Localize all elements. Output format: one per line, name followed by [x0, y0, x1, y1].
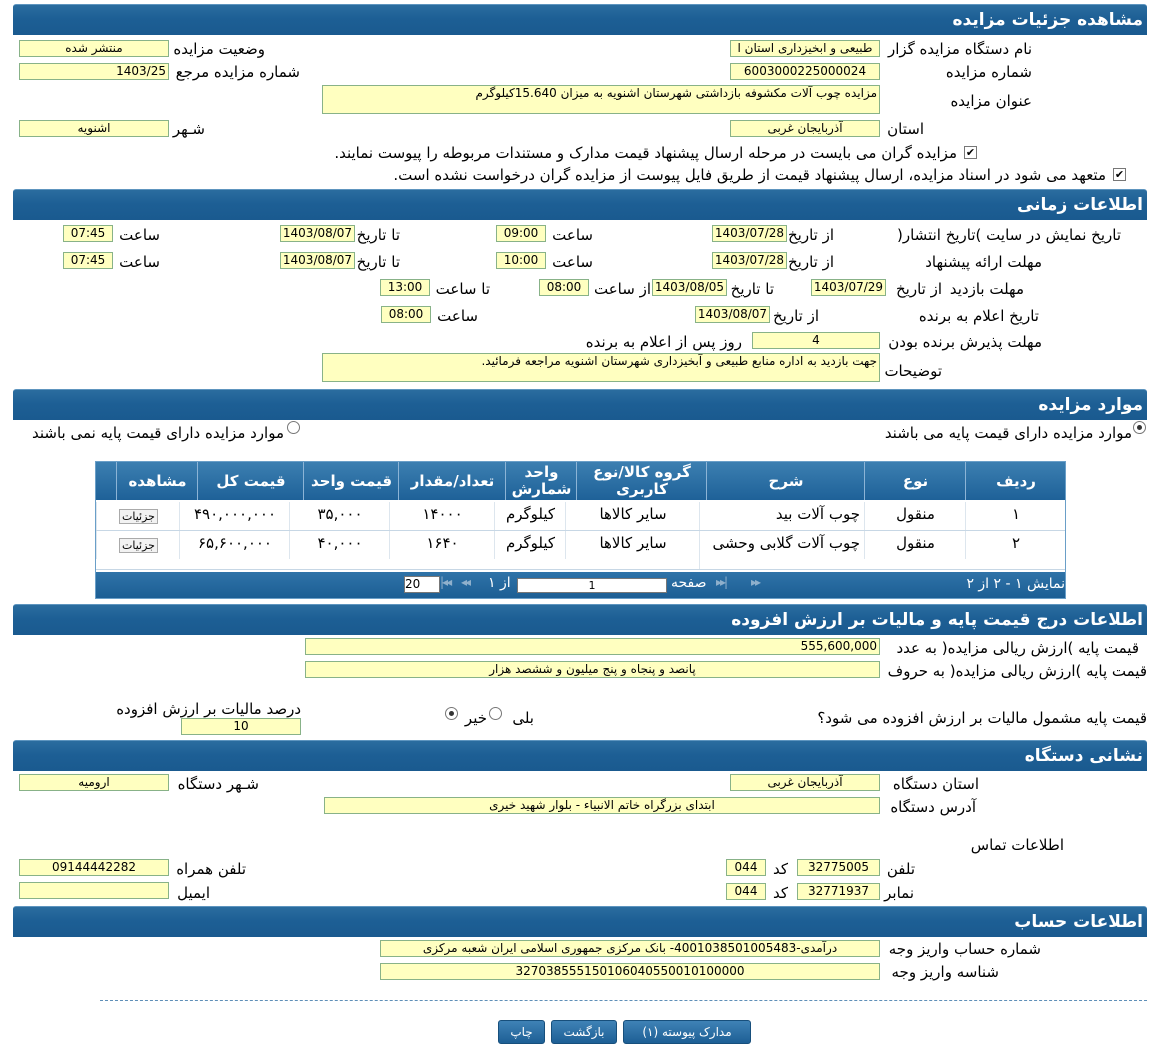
table-row — [96, 502, 1065, 531]
col-unit: واحد شمارش — [505, 462, 577, 500]
pager-prev-icon[interactable]: ◂◂ — [461, 575, 470, 589]
commit-checkbox: ✔ — [1114, 168, 1125, 181]
cell-group: سایر کالاها — [565, 502, 700, 530]
vat-yes-label: بلی — [512, 709, 534, 727]
email-label: ایمیل — [177, 884, 210, 902]
pager-page-label: صفحه — [671, 575, 707, 591]
to-date-label: تا تاریخ — [356, 226, 400, 244]
attachments-button[interactable]: مدارک پیوسته (۱) — [623, 1020, 751, 1044]
mobile-field: 09144442282 — [19, 859, 169, 876]
section-title: اطلاعات زمانی — [1016, 195, 1143, 215]
vat-no-radio[interactable] — [445, 707, 458, 720]
visit-deadline-label: مهلت بازدید — [949, 280, 1024, 298]
col-view: مشاهده — [116, 462, 198, 500]
section-header-price — [13, 604, 1147, 635]
status-label: وضعیت مزایده — [173, 40, 265, 58]
vat-percent-label: درصد مالیات بر ارزش افزوده — [116, 700, 301, 718]
section-header-account — [13, 906, 1147, 937]
print-button[interactable]: چاپ — [498, 1020, 545, 1044]
phone-label: تلفن — [886, 860, 915, 878]
pager-first-icon[interactable]: |◂◂ — [440, 575, 451, 589]
attachments-required-checkbox: ✔ — [965, 146, 976, 159]
cell-row: ۲ — [965, 531, 1066, 559]
subject-label: عنوان مزایده — [950, 92, 1032, 110]
pager-last-icon[interactable]: ▸▸| — [716, 575, 727, 589]
cell-unit-price: ۴۰,۰۰۰ — [289, 531, 390, 559]
payment-id-field: 327038555150106040550010100000 — [380, 963, 880, 980]
no-base-price-label: موارد مزایده دارای قیمت پایه نمی باشند — [32, 424, 284, 442]
cell-type: منقول — [864, 502, 966, 530]
contact-info-label: اطلاعات تماس — [970, 836, 1064, 854]
to-date-label: تا تاریخ — [730, 280, 774, 298]
section-header-details — [13, 4, 1147, 35]
col-qty: تعداد/مقدار — [398, 462, 506, 500]
check2-text: متعهد می شود در اسناد مزایده، ارسال پیشنهاد قیمت از طریق فایل پیوست از مزایده گران درخواست نشده است. — [393, 166, 1106, 184]
time-label: ساعت — [552, 253, 593, 271]
visit-to-time: 13:00 — [380, 279, 430, 296]
cell-qty: ۱۶۴۰ — [389, 531, 495, 559]
winner-accept-suffix: روز پس از اعلام به برنده — [585, 333, 742, 351]
visit-to-date: 1403/08/05 — [652, 279, 727, 296]
cell-unit: کیلوگرم — [494, 502, 566, 530]
base-price-words-field: پانصد و پنجاه و پنج میلیون و ششصد هزار — [305, 661, 880, 678]
from-time-label: از ساعت — [594, 280, 651, 298]
from-date-label: از تاریخ — [772, 307, 819, 325]
cell-row: ۱ — [965, 502, 1066, 530]
section-title: موارد مزایده — [1038, 395, 1143, 415]
section-header-time — [13, 189, 1147, 220]
time-label: ساعت — [119, 226, 160, 244]
mobile-label: تلفن همراه — [176, 860, 246, 878]
org-label: نام دستگاه مزایده گزار — [887, 40, 1032, 58]
table-row — [96, 531, 1065, 570]
number-field: 6003000225000024 — [730, 63, 880, 80]
details-button[interactable]: جزئیات — [119, 509, 158, 524]
to-time-label: تا ساعت — [435, 280, 490, 298]
section-title: اطلاعات درج قیمت پایه و مالیات بر ارزش افزوده — [731, 610, 1143, 630]
offer-from-time: 10:00 — [496, 252, 546, 269]
email-field — [19, 882, 169, 899]
ref-number-field: 1403/25 — [19, 63, 169, 80]
cell-unit: کیلوگرم — [494, 531, 566, 559]
announce-date: 1403/08/07 — [695, 306, 770, 323]
items-grid — [95, 461, 1066, 599]
cell-desc: چوب آلات بید — [699, 502, 864, 530]
base-price-number-label: قیمت پایه )ارزش ریالی مزایده( به عدد — [896, 639, 1139, 657]
section-header-address — [13, 740, 1147, 771]
status-field: منتشر شده — [19, 40, 169, 57]
no-base-price-radio[interactable] — [287, 421, 300, 434]
account-number-field: درآمدی-4001038501005483- بانک مرکزی جمهوری اسلامی ایران شعبه مرکزی — [380, 940, 880, 957]
has-base-price-label: موارد مزایده دارای قیمت پایه می باشند — [884, 424, 1132, 442]
col-group: گروه کالا/نوع کاربری — [576, 462, 707, 500]
offer-to-date: 1403/08/07 — [280, 252, 355, 269]
to-date-label: تا تاریخ — [356, 253, 400, 271]
payment-id-label: شناسه واریز وجه — [891, 963, 999, 981]
fax-field: 32771937 — [797, 883, 880, 900]
divider — [100, 1000, 1147, 1001]
pager-of-label: از ۱ — [488, 575, 511, 591]
province-label: استان — [887, 120, 924, 138]
section-header-items — [13, 389, 1147, 420]
notes-field: جهت بازدید به اداره منابع طبیعی و آبخیزداری شهرستان اشنویه مراجعه فرمائید. — [322, 353, 880, 382]
cell-total: ۶۵,۶۰۰,۰۰۰ — [179, 531, 290, 559]
time-label: ساعت — [119, 253, 160, 271]
cell-total: ۴۹۰,۰۰۰,۰۰۰ — [179, 502, 290, 530]
col-desc: شرح — [706, 462, 865, 500]
publish-from-time: 09:00 — [496, 225, 546, 242]
section-title: اطلاعات حساب — [1014, 912, 1143, 932]
phone-field: 32775005 — [797, 859, 880, 876]
cell-qty: ۱۴۰۰۰ — [389, 502, 495, 530]
winner-accept-label: مهلت پذیرش برنده بودن — [888, 333, 1042, 351]
cell-type: منقول — [864, 531, 966, 559]
pager-next-icon[interactable]: ▸▸ — [751, 575, 760, 589]
subject-field: مزایده چوب آلات مکشوفه بازداشتی شهرستان اشنویه به میزان 15.640کیلوگرم — [322, 85, 880, 114]
org-address-field: ابتدای بزرگراه خاتم الانبیاء - بلوار شهید خیری — [324, 797, 880, 814]
pager-size-select[interactable]: 20 — [404, 576, 440, 593]
publish-from-date: 1403/07/28 — [712, 225, 787, 242]
announce-time: 08:00 — [381, 306, 431, 323]
time-label: ساعت — [437, 307, 478, 325]
number-label: شماره مزایده — [945, 63, 1032, 81]
org-city-label: شـهر دستگاه — [177, 775, 259, 793]
col-row: ردیف — [965, 462, 1066, 500]
from-date-label: از تاریخ — [895, 280, 942, 298]
grid-header — [96, 462, 1065, 500]
check1-text: مزایده گران می بایست در مرحله ارسال پیشنهاد قیمت مدارک و مستندات مربوطه را پیوست نمایند. — [334, 144, 957, 162]
province-field: آذربایجان غربی — [730, 120, 880, 137]
org-province-label: استان دستگاه — [892, 775, 979, 793]
visit-from-time: 08:00 — [539, 279, 589, 296]
col-unit-price: قیمت واحد — [303, 462, 399, 500]
pager-showing: نمایش ۱ - ۲ از ۲ — [966, 576, 1065, 592]
section-title: نشانی دستگاه — [1024, 746, 1143, 766]
winner-announce-label: تاریخ اعلام به برنده — [918, 307, 1039, 325]
cell-view — [96, 531, 180, 559]
vat-percent-field: 10 — [181, 718, 301, 735]
col-total: قیمت کل — [197, 462, 304, 500]
pager-page-input[interactable]: 1 — [517, 578, 667, 593]
cell-unit-price: ۳۵,۰۰۰ — [289, 502, 390, 530]
base-price-number-field: 555,600,000 — [305, 638, 880, 655]
grid-pager — [96, 572, 1065, 598]
city-label: شـهر — [172, 120, 205, 138]
from-date-label: از تاریخ — [787, 226, 834, 244]
org-address-label: آدرس دستگاه — [890, 798, 976, 816]
fax-code-field: 044 — [726, 883, 766, 900]
cell-group: سایر کالاها — [565, 531, 700, 559]
time-label: ساعت — [552, 226, 593, 244]
has-base-price-radio[interactable] — [1133, 421, 1146, 434]
fax-label: نمابر — [884, 884, 914, 902]
org-field: طبیعی و ابخیزداری استان ا — [730, 40, 880, 57]
ref-number-label: شماره مزایده مرجع — [175, 63, 300, 81]
cell-view — [96, 502, 180, 530]
vat-no-label: خیر — [464, 709, 487, 727]
account-number-label: شماره حساب واریز وجه — [888, 940, 1041, 958]
vat-question: قیمت پایه مشمول مالیات بر ارزش افزوده می شود؟ — [817, 709, 1147, 727]
section-title: مشاهده جزئیات مزایده — [952, 10, 1143, 30]
details-button[interactable]: جزئیات — [119, 538, 158, 553]
col-type: نوع — [864, 462, 966, 500]
phone-code-field: 044 — [726, 859, 766, 876]
fax-code-label: کد — [772, 884, 788, 902]
from-date-label: از تاریخ — [787, 253, 834, 271]
org-city-field: ارومیه — [19, 774, 169, 791]
back-button[interactable]: بازگشت — [551, 1020, 617, 1044]
cell-desc: چوب آلات گلابی وحشی — [699, 531, 864, 569]
phone-code-label: کد — [772, 860, 788, 878]
visit-from-date: 1403/07/29 — [811, 279, 886, 296]
vat-yes-radio[interactable] — [489, 707, 502, 720]
publish-to-time: 07:45 — [63, 225, 113, 242]
notes-label: توضیحات — [884, 362, 942, 380]
offer-deadline-label: مهلت ارائه پیشنهاد — [925, 253, 1042, 271]
publish-date-label: تاریخ نمایش در سایت )تاریخ انتشار( — [897, 226, 1121, 244]
offer-from-date: 1403/07/28 — [712, 252, 787, 269]
city-field: اشنویه — [19, 120, 169, 137]
publish-to-date: 1403/08/07 — [280, 225, 355, 242]
offer-to-time: 07:45 — [63, 252, 113, 269]
winner-accept-days: 4 — [752, 332, 880, 349]
org-province-field: آذربایجان غربی — [730, 774, 880, 791]
base-price-words-label: قیمت پایه )ارزش ریالی مزایده( به حروف — [887, 662, 1147, 680]
